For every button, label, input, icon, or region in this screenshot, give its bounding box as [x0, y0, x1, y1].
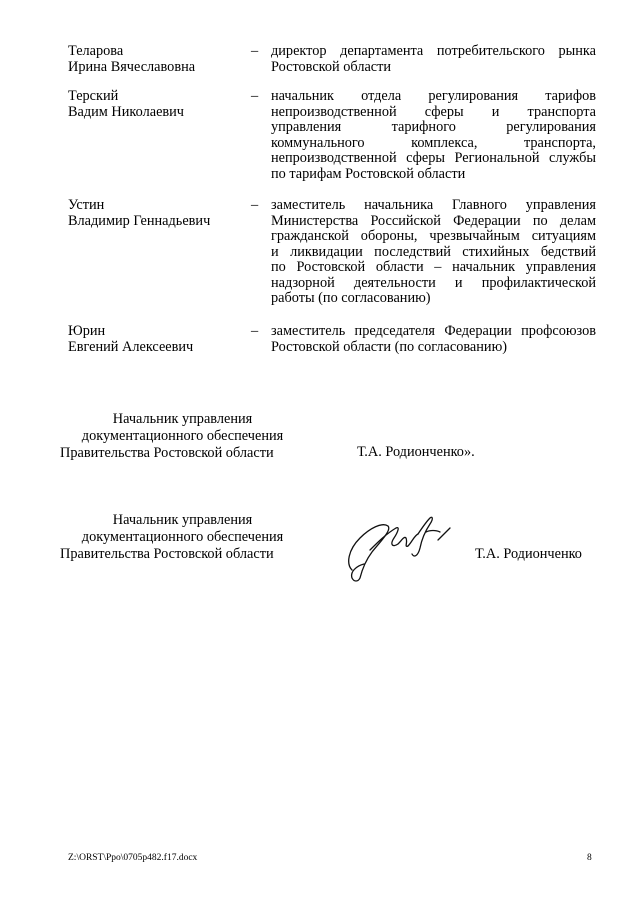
role-line: по тарифам Ростовской области	[271, 165, 466, 182]
member-given-names: Ирина Вячеславовна	[68, 58, 196, 75]
signer-position-line: Начальник управления	[112, 512, 253, 528]
signature-block-title	[60, 411, 305, 462]
member-name	[68, 198, 243, 229]
role-line: Ростовской области	[271, 58, 392, 75]
file-path: Z:\ORST\Ppo\0705p482.f17.docx	[68, 853, 198, 863]
member-role	[271, 89, 596, 182]
role-line: надзорной деятельности и профилактической	[271, 274, 596, 291]
member-given-names: Евгений Алексеевич	[68, 338, 194, 355]
signer-position-line: Начальник управления	[112, 411, 253, 427]
signer-position-line: Правительства Ростовской области	[60, 546, 274, 562]
role-line: Ростовской области (по согласованию)	[271, 338, 508, 355]
role-line: гражданской обороны, чрезвычайным ситуациям	[271, 228, 596, 244]
member-dash: –	[251, 323, 259, 339]
member-given-names: Владимир Геннадьевич	[68, 212, 211, 229]
member-surname: Теларова	[68, 43, 124, 59]
member-name	[68, 44, 243, 75]
signature-block-title	[60, 512, 305, 563]
handwritten-signature	[340, 508, 455, 588]
member-role	[271, 324, 596, 355]
member-name	[68, 324, 243, 355]
role-line: работы (по согласованию)	[271, 290, 431, 306]
member-dash: –	[251, 43, 259, 59]
page-number: 8	[587, 853, 592, 863]
role-line: непроизводственной сферы Региональной службы	[271, 150, 596, 166]
signer-name: Т.А. Родионченко».	[357, 444, 475, 460]
role-line: управления тарифного регулирования	[271, 119, 596, 135]
member-surname: Терский	[68, 88, 119, 104]
member-given-names: Вадим Николаевич	[68, 103, 185, 120]
member-surname: Юрин	[68, 323, 106, 339]
role-line: по Ростовской области – начальник управления	[271, 259, 596, 275]
member-name	[68, 89, 243, 120]
signer-name: Т.А. Родионченко	[475, 546, 582, 562]
member-dash: –	[251, 197, 259, 213]
member-role	[271, 44, 596, 75]
role-line: заместитель председателя Федерации профсоюзов	[271, 323, 596, 339]
role-line: непроизводственной сферы и транспорта	[271, 103, 596, 120]
member-surname: Устин	[68, 197, 105, 213]
member-dash: –	[251, 88, 259, 104]
member-role	[271, 198, 596, 307]
signer-position-line: Правительства Ростовской области	[60, 445, 274, 461]
role-line: и ликвидации последствий стихийных бедствий	[271, 243, 596, 260]
role-line: заместитель начальника Главного управления	[271, 197, 596, 213]
signer-position-line: документационного обеспечения	[81, 529, 284, 545]
role-line: Министерства Российской Федерации по делам	[271, 212, 596, 229]
role-line: коммунального комплекса, транспорта,	[271, 134, 596, 151]
signer-position-line: документационного обеспечения	[81, 428, 284, 444]
role-line: директор департамента потребительского рынка	[271, 43, 596, 59]
role-line: начальник отдела регулирования тарифов	[271, 88, 596, 104]
